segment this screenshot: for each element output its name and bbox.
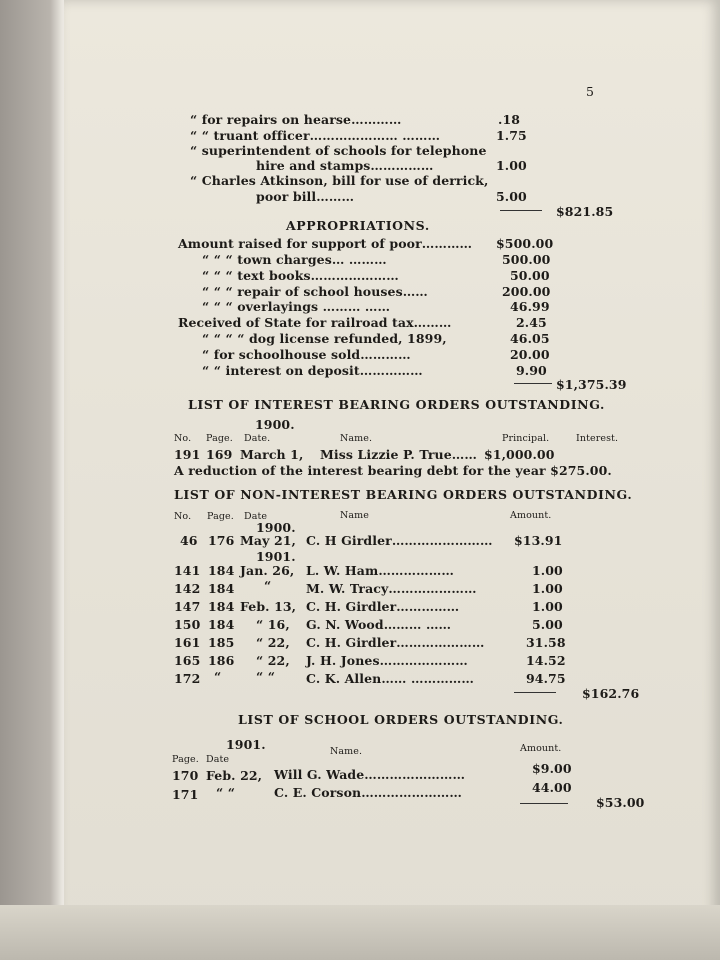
- interest-orders-title: LIST OF INTEREST BEARING ORDERS OUTSTANDING.: [188, 397, 605, 412]
- col-name: Name.: [330, 746, 363, 757]
- order-amount: 5.00: [532, 617, 563, 632]
- expense-line: poor bill………: [256, 189, 355, 204]
- appropriation-amount: 200.00: [502, 284, 551, 299]
- order-page: 184: [208, 581, 235, 596]
- expense-amount: 5.00: [496, 189, 527, 204]
- expenses-total: $821.85: [556, 204, 614, 219]
- order-date: “: [264, 578, 272, 593]
- appropriation-amount: 46.05: [510, 331, 550, 346]
- school-order-date: Feb. 22,: [206, 768, 263, 783]
- order-date: Feb. 13,: [240, 599, 297, 614]
- order-amount: $13.91: [514, 533, 563, 548]
- appropriation-line: Received of State for railroad tax………: [178, 315, 452, 330]
- col-interest: Interest.: [576, 433, 619, 444]
- col-amount: Amount.: [520, 743, 562, 754]
- school-order-name: Will G. Wade……………………: [274, 767, 466, 782]
- sum-rule: [500, 210, 542, 211]
- interest-orders-year: 1900.: [255, 417, 295, 432]
- order-principal: $1,000.00: [484, 447, 555, 462]
- order-amount: 94.75: [526, 671, 566, 686]
- order-date: May 21,: [240, 533, 296, 548]
- appropriation-amount: 2.45: [516, 315, 547, 330]
- col-page: Page.: [172, 754, 199, 765]
- expense-line: “ for repairs on hearse…………: [190, 112, 402, 127]
- appropriation-line: “ for schoolhouse sold…………: [202, 347, 411, 362]
- order-amount: 1.00: [532, 599, 563, 614]
- col-principal: Principal.: [502, 433, 550, 444]
- order-page: 184: [208, 563, 235, 578]
- order-name: L. W. Ham………………: [306, 563, 454, 578]
- school-order-date: “ “: [216, 785, 236, 800]
- order-no: 141: [174, 563, 201, 578]
- col-no: No.: [174, 433, 192, 444]
- appropriation-amount: 500.00: [502, 252, 551, 267]
- appropriation-line: “ “ “ “ dog license refunded, 1899,: [202, 331, 447, 346]
- col-date: Date.: [244, 433, 271, 444]
- order-page: 184: [208, 617, 235, 632]
- order-amount: 14.52: [526, 653, 566, 668]
- appropriation-line: “ “ “ text books…………………: [202, 268, 399, 283]
- order-no: 142: [174, 581, 201, 596]
- appropriation-line: Amount raised for support of poor…………: [178, 236, 473, 251]
- order-amount: 1.00: [532, 563, 563, 578]
- order-name: Miss Lizzie P. True……: [320, 447, 477, 462]
- school-order-page: 170: [172, 768, 199, 783]
- expense-line: “ Charles Atkinson, bill for use of derrick,: [190, 173, 489, 188]
- order-no: 172: [174, 671, 201, 686]
- school-orders-title: LIST OF SCHOOL ORDERS OUTSTANDING.: [238, 712, 564, 727]
- school-order-amount: $9.00: [532, 761, 572, 776]
- appropriation-line: “ “ interest on deposit……………: [202, 363, 423, 378]
- order-name: C. K. Allen…… ……………: [306, 671, 474, 686]
- order-name: J. H. Jones…………………: [306, 653, 468, 668]
- sum-rule: [520, 803, 568, 804]
- non-interest-orders-title: LIST OF NON-INTEREST BEARING ORDERS OUTSTANDING.: [174, 487, 633, 502]
- appropriation-amount: 50.00: [510, 268, 550, 283]
- sum-rule: [514, 692, 556, 693]
- sum-rule: [514, 383, 552, 384]
- expense-amount: 1.75: [496, 128, 527, 143]
- order-date: “ 22,: [256, 653, 290, 668]
- order-name: C. H. Girdler……………: [306, 599, 460, 614]
- appropriation-amount: 9.90: [516, 363, 547, 378]
- appropriation-line: “ “ “ town charges… ………: [202, 252, 387, 267]
- order-no: 46: [180, 533, 198, 548]
- school-order-page: 171: [172, 787, 199, 802]
- page-number: 5: [586, 84, 595, 99]
- order-no: 191: [174, 447, 201, 462]
- appropriation-amount: 46.99: [510, 299, 550, 314]
- order-page: 185: [208, 635, 235, 650]
- order-date: “ “: [256, 669, 276, 684]
- order-date: March 1,: [240, 447, 304, 462]
- order-no: 150: [174, 617, 201, 632]
- col-no: No.: [174, 511, 192, 522]
- expense-amount: 1.00: [496, 158, 527, 173]
- appropriation-amount: $500.00: [496, 236, 554, 251]
- appropriation-amount: 20.00: [510, 347, 550, 362]
- non-interest-total: $162.76: [582, 686, 640, 701]
- order-name: C. H Girdler……………………: [306, 533, 493, 548]
- col-page: Page.: [206, 433, 233, 444]
- col-name: Name.: [340, 433, 373, 444]
- order-date: “ 22,: [256, 635, 290, 650]
- order-page: “: [214, 669, 222, 684]
- expense-line: hire and stamps……………: [256, 158, 434, 173]
- appropriations-total: $1,375.39: [556, 377, 627, 392]
- school-order-name: C. E. Corson……………………: [274, 785, 462, 800]
- col-name: Name: [340, 510, 370, 521]
- order-name: G. N. Wood……… ……: [306, 617, 452, 632]
- appropriation-line: “ “ “ overlayings ……… ……: [202, 299, 391, 314]
- col-date: Date: [244, 511, 268, 522]
- order-no: 161: [174, 635, 201, 650]
- order-page: 186: [208, 653, 235, 668]
- col-date: Date: [206, 754, 230, 765]
- order-amount: 31.58: [526, 635, 566, 650]
- school-order-amount: 44.00: [532, 780, 572, 795]
- expense-line: “ superintendent of schools for telephone: [190, 143, 487, 158]
- orders-year: 1900.: [256, 520, 296, 535]
- table-surface: [0, 905, 720, 960]
- order-name: C. H. Girdler…………………: [306, 635, 485, 650]
- order-no: 165: [174, 653, 201, 668]
- order-page: 169: [206, 447, 233, 462]
- expense-line: “ “ truant officer………………… ………: [190, 128, 441, 143]
- order-no: 147: [174, 599, 201, 614]
- order-page: 176: [208, 533, 235, 548]
- order-date: “ 16,: [256, 617, 290, 632]
- col-amount: Amount.: [510, 510, 552, 521]
- school-orders-year: 1901.: [226, 737, 266, 752]
- expense-amount: .18: [498, 112, 521, 127]
- col-page: Page.: [207, 511, 234, 522]
- order-amount: 1.00: [532, 581, 563, 596]
- order-name: M. W. Tracy…………………: [306, 581, 477, 596]
- interest-note: A reduction of the interest bearing debt for the year $275.00.: [174, 463, 612, 478]
- order-date: Jan. 26,: [240, 563, 295, 578]
- appropriation-line: “ “ “ repair of school houses……: [202, 284, 428, 299]
- order-page: 184: [208, 599, 235, 614]
- orders-year: 1901.: [256, 549, 296, 564]
- school-orders-total: $53.00: [596, 795, 645, 810]
- appropriations-title: APPROPRIATIONS.: [286, 218, 430, 233]
